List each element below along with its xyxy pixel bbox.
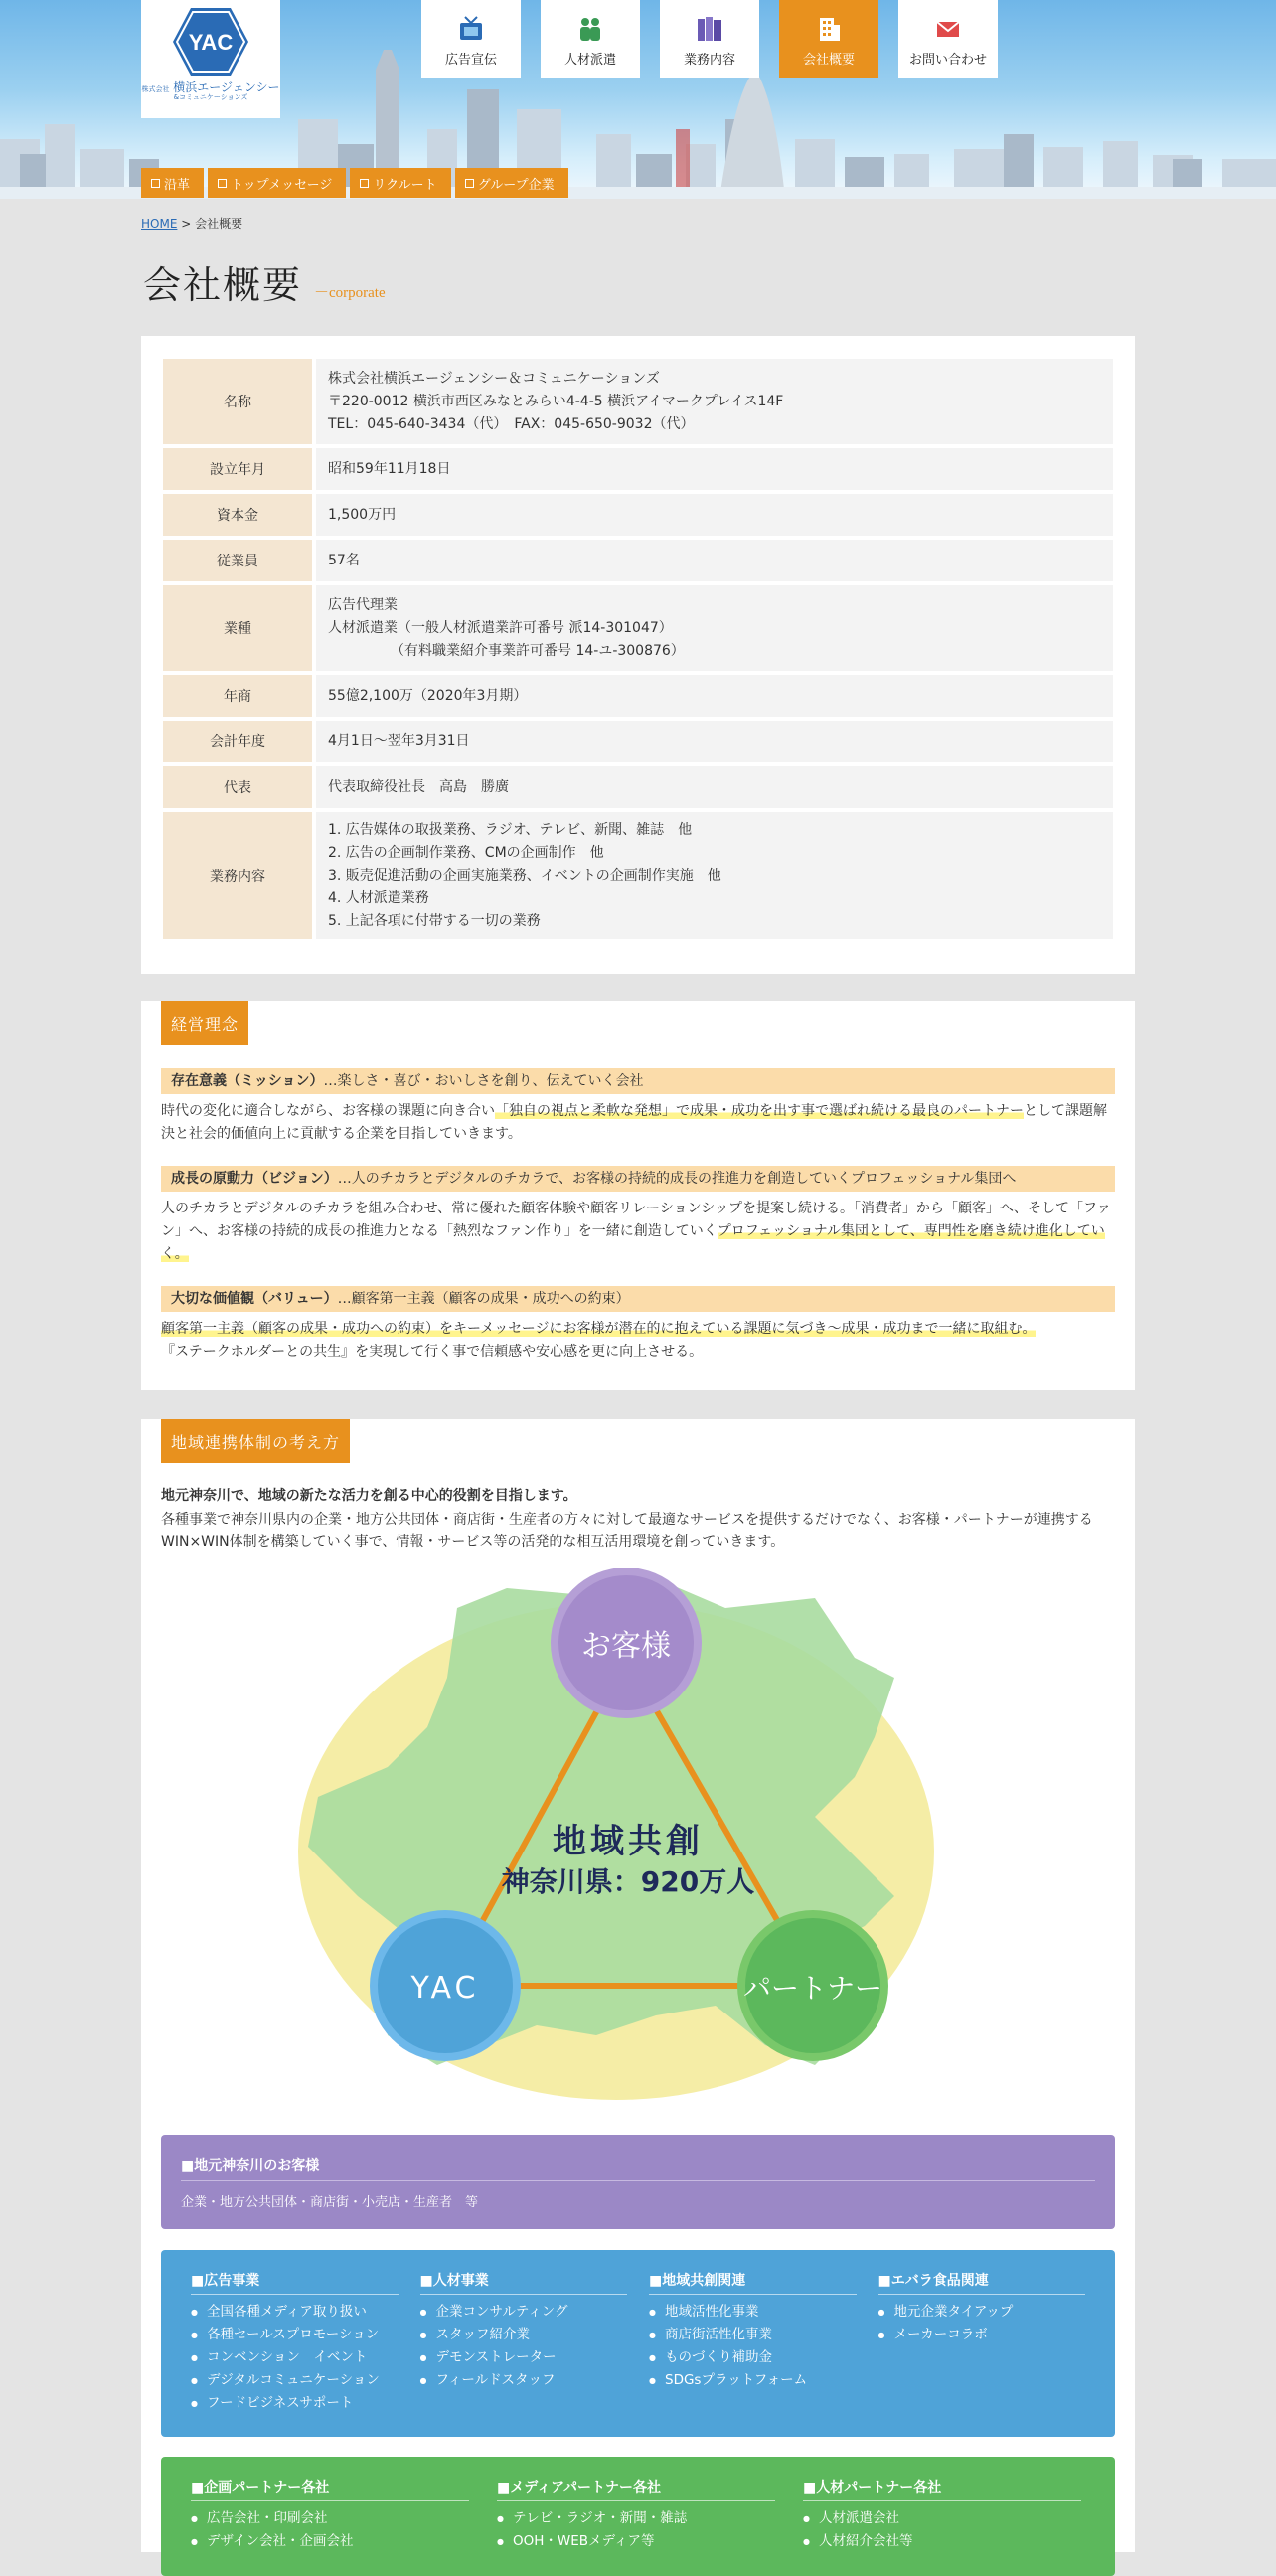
square-bullet-icon <box>465 179 474 188</box>
overview-value-line: 4. 人材派遣業務 <box>328 889 429 906</box>
region-lead: 地元神奈川で、地域の新たな活力を創る中心的役割を目指します。 <box>161 1488 577 1504</box>
customers-heading: ■地元神奈川のお客様 <box>181 2155 1095 2181</box>
overview-value <box>312 721 1113 762</box>
svg-text:YAC: YAC <box>188 30 234 55</box>
overview-value <box>312 494 1113 536</box>
nav-item-contact[interactable] <box>898 0 998 78</box>
overview-value-line: 広告代理業 <box>328 596 398 613</box>
subnav-history[interactable]: 沿革 <box>141 168 204 198</box>
diagram-center-population: 神奈川県：920万人 <box>501 1865 755 1898</box>
yac-logo-mark <box>171 6 250 78</box>
logo-text: 株式会社 横浜エージェンシー &コミュニケーションズ <box>141 80 280 102</box>
nav-label: 広告宣伝 <box>444 53 497 68</box>
overview-value-line: 代表取締役社長 高島 勝廣 <box>328 778 509 795</box>
square-bullet-icon <box>151 179 160 188</box>
overview-value-line: 昭和59年11月18日 <box>328 460 451 477</box>
nav-label: 業務内容 <box>683 53 735 68</box>
square-bullet-icon <box>360 179 369 188</box>
business-column-staffing: ■人材事業 ● 企業コンサルティング ● スタッフ紹介業 ● デモンストレーター ● フィールドスタッフ <box>420 2270 628 2417</box>
co-creation-diagram <box>298 1568 934 2125</box>
section-tag: 経営理念 <box>161 1001 248 1045</box>
company-overview-panel <box>141 336 1135 974</box>
overview-value <box>312 359 1113 444</box>
overview-row <box>163 766 1113 808</box>
overview-label: 年商 <box>163 675 312 717</box>
value-text: 顧客第一主義（顧客の成果・成功への約束）をキーメッセージにお客様が潜在的に抱えている課題に気づき～成果・成功まで一緒に取組む。 『ステークホルダーとの共生』を実現して行く事で信頼感や安心感を更に向上させる。 <box>161 1321 1037 1360</box>
overview-value-line: 株式会社横浜エージェンシー＆コミュニケーションズ <box>328 370 660 387</box>
nav-item-advertising[interactable] <box>421 0 521 78</box>
overview-value-line: 人材派遣業（一般人材派遣業許可番号 派14-301047） <box>328 619 673 636</box>
subnav-group[interactable]: グループ企業 <box>455 168 568 198</box>
mission-text: 時代の変化に適合しながら、お客様の課題に向き合い「独自の視点と柔軟な発想」で成果・成功を出す事で選ばれ続ける最良のパートナーとして課題解決と社会的価値向上に貢献する企業を目指していきます。 <box>161 1103 1107 1142</box>
region-description: 各種事業で神奈川県内の企業・地方公共団体・商店街・生産者の方々に対して最適なサービスを提供するだけでなく、お客様・パートナーが連携するWIN×WIN体制を構築していく事で、情報・サービス等の活発的な相互活用環境を創っていきます。 <box>161 1512 1093 1550</box>
overview-label: 名称 <box>163 359 312 444</box>
overview-label: 資本金 <box>163 494 312 536</box>
page-title: 会社概要 <box>143 263 303 307</box>
overview-value-line: 1,500万円 <box>328 506 397 523</box>
nav-item-staffing[interactable] <box>541 0 640 78</box>
overview-row <box>163 448 1113 490</box>
business-column-ads: ■広告事業 ● 全国各種メディア取り扱い ● 各種セールスプロモーション ● コンベンション イベント ● デジタルコミュニケーション ● フードビジネスサポート <box>191 2270 399 2417</box>
overview-value-line: TEL：045-640-3434（代） FAX：045-650-9032（代） <box>328 415 695 432</box>
region-collaboration-panel <box>141 1419 1135 2552</box>
vision-heading: 成長の原動力（ビジョン）…人のチカラとデジタルのチカラで、お客様の持続的成長の推進力を創造していくプロフェッショナル集団へ <box>161 1166 1115 1192</box>
overview-label: 業務内容 <box>163 812 312 939</box>
books-icon <box>695 15 724 43</box>
site-header <box>0 0 1276 199</box>
overview-value <box>312 448 1113 490</box>
philosophy-panel <box>141 1001 1135 1390</box>
nav-item-company[interactable] <box>779 0 878 78</box>
page-subtitle: －corporate <box>314 285 386 301</box>
overview-value-line: 3. 販売促進活動の企画実施業務、イベントの企画制作実施 他 <box>328 867 721 884</box>
partner-column-planning: ■企画パートナー各社 ● 広告会社・印刷会社 ● デザイン会社・企画会社 <box>191 2477 469 2556</box>
business-areas-box <box>161 2250 1115 2437</box>
customers-body: 企業・地方公共団体・商店街・小売店・生産者 等 <box>181 2195 479 2210</box>
building-icon <box>814 15 844 43</box>
overview-value-line: 〒220-0012 横浜市西区みなとみらい4-4-5 横浜アイマークプレイス14F <box>328 393 784 409</box>
business-column-ebara: ■エバラ食品関連 ● 地元企業タイアップ ● メーカーコラボ <box>878 2270 1086 2417</box>
overview-row <box>163 721 1113 762</box>
subnav-recruit[interactable]: リクルート <box>350 168 450 198</box>
partner-column-media: ■メディアパートナー各社 ● テレビ・ラジオ・新聞・雑誌 ● OOH・WEBメディア等 <box>497 2477 775 2556</box>
overview-value-line: 57名 <box>328 552 360 568</box>
overview-value <box>312 585 1113 671</box>
overview-value-line: （有料職業紹介事業許可番号 14-ユ-300876） <box>328 642 685 659</box>
company-overview-table <box>163 355 1113 943</box>
overview-value-line: 1. 広告媒体の取扱業務、ラジオ、テレビ、新聞、雑誌 他 <box>328 821 693 838</box>
overview-label: 会計年度 <box>163 721 312 762</box>
overview-value <box>312 766 1113 808</box>
subnav-top-message[interactable]: トップメッセージ <box>208 168 346 198</box>
overview-value-line: 2. 広告の企画制作業務、CMの企画制作 他 <box>328 844 604 861</box>
overview-row <box>163 540 1113 581</box>
square-bullet-icon <box>218 179 227 188</box>
overview-value <box>312 812 1113 939</box>
breadcrumb-current: 会社概要 <box>195 217 243 231</box>
partner-column-staffing: ■人材パートナー各社 ● 人材派遣会社 ● 人材紹介会社等 <box>803 2477 1081 2556</box>
overview-value-line: 5. 上記各項に付帯する一切の業務 <box>328 912 541 929</box>
overview-value-line: 55億2,100万（2020年3月期） <box>328 687 528 704</box>
breadcrumb: HOME > 会社概要 <box>141 217 243 231</box>
breadcrumb-home-link[interactable]: HOME <box>141 217 178 231</box>
partner-label: パートナー <box>742 1972 883 2005</box>
overview-value <box>312 540 1113 581</box>
value-heading: 大切な価値観（バリュー）…顧客第一主義（顧客の成果・成功への約束） <box>161 1286 1115 1312</box>
nav-item-services[interactable] <box>660 0 759 78</box>
tv-icon <box>456 15 486 43</box>
overview-label: 業種 <box>163 585 312 671</box>
overview-label: 設立年月 <box>163 448 312 490</box>
customer-label: お客様 <box>581 1629 671 1664</box>
company-logo[interactable] <box>141 0 280 118</box>
overview-row <box>163 494 1113 536</box>
nav-label: 会社概要 <box>802 53 855 68</box>
section-tag: 地域連携体制の考え方 <box>161 1419 350 1463</box>
yac-label: YAC <box>410 1971 480 2006</box>
people-icon <box>575 15 605 43</box>
overview-label: 代表 <box>163 766 312 808</box>
overview-value <box>312 675 1113 717</box>
nav-label: 人材派遣 <box>563 53 616 68</box>
business-column-regional: ■地域共創関連 ● 地域活性化事業 ● 商店街活性化事業 ● ものづくり補助金 ● SDGsプラットフォーム <box>649 2270 857 2417</box>
overview-label: 従業員 <box>163 540 312 581</box>
local-customers-box <box>161 2135 1115 2229</box>
vision-text: 人のチカラとデジタルのチカラを組み合わせ、常に優れた顧客体験や顧客リレーションシップを提案し続ける。「消費者」から「顧客」へ、そして「ファン」へ、お客様の持続的成長の推進力となる「熱烈なファン作り」を一緒に創造していくプロフェッショナル集団として、専門性を磨き続け進化していく。 <box>161 1201 1111 1262</box>
partners-box <box>161 2457 1115 2576</box>
mission-heading: 存在意義（ミッション）…楽しさ・喜び・おいしさを創り、伝えていく会社 <box>161 1068 1115 1094</box>
sub-navigation <box>141 168 568 198</box>
overview-row <box>163 585 1113 671</box>
diagram-center-title: 地域共創 <box>553 1822 704 1861</box>
overview-row <box>163 359 1113 444</box>
mail-icon <box>933 15 963 43</box>
nav-label: お問い合わせ <box>908 53 987 68</box>
overview-row <box>163 675 1113 717</box>
overview-value-line: 4月1日～翌年3月31日 <box>328 732 470 749</box>
overview-row <box>163 812 1113 939</box>
